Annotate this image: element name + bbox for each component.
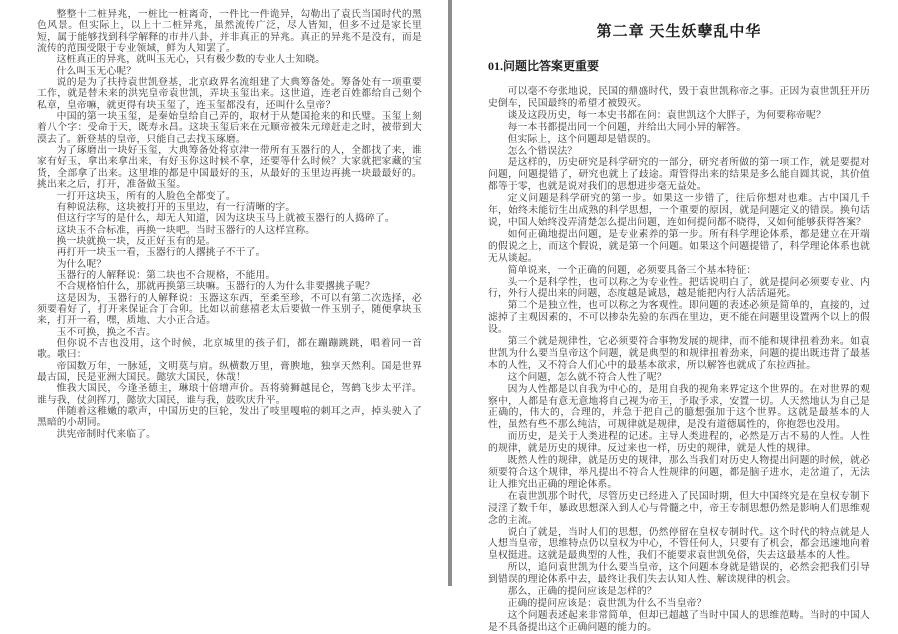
left-page: [0, 0, 448, 586]
right-page: [452, 0, 898, 633]
paragraph: 而历史，是关于人类进程的记述。主导人类进程的，必然是万古不易的人性。人性的规律，就是历史的规律。反过来也一样，历史的规律，就是人性的规律。: [488, 431, 870, 455]
paragraph: 既然人性的规律，就是历史的规律，那么当我们对历史人物提出问题的时候，就必须要符合这个规律，举凡提出不符合人性规律的问题，都是脑子进水，走岔道了，无法让人推究出正确的理论体系。: [488, 455, 870, 490]
paragraph: 每一本书都提出同一个问题，并给出大同小异的解答。: [507, 121, 747, 133]
paragraph: 但你说不吉也没用，这个时候，北京城里的孩子们，都在蹦蹦跳跳，唱着同一首歌。歌曰：: [37, 337, 422, 361]
paragraph: 但实际上，这个问题却是错误的。: [507, 133, 657, 145]
paragraph: 简单说来，一个正确的问题，必须要具备三个基本特征：: [507, 264, 757, 276]
paragraph: 谈及这段历史，每一本史书都在问：袁世凯这个大胖子，为何要称帝呢？: [507, 109, 826, 121]
paragraph: 正确的提问应该是：袁世凯为什么不当皇帝？: [507, 597, 707, 609]
paragraph: 可以毫不夸张地说，民国的鼎盛时代，毁于袁世凯称帝之事。正因为袁世凯狂开历史倒车，民国最终的希望才被毁灭。: [488, 86, 870, 109]
paragraph: 伴随着这稚嫩的歌声，中国历史的巨轮，发出了吱里嘎啦的刺耳之声，掉头驶入了黑暗的小胡同。: [37, 406, 422, 429]
paragraph: 第二个是独立性，也可以称之为客观性。即问题的表述必须是简单的，直接的，过滤掉了主观因素的，不可以掺杂先验的东西在里边，更不能在问题里设置两个以上的假设。: [488, 300, 870, 336]
paragraph: 那么，正确的提问应该是怎样的？: [507, 586, 657, 598]
paragraph: 在袁世凯那个时代，尽管历史已经进入了民国时期，但大中国终究是在皇权专制下浸淫了数千年，暴政思想深入到人心与骨髓之中，帝王专制思想仍然是影响人们思维观念的主流。: [488, 490, 870, 526]
paragraph: 这块玉不合标准，再换一块吧。当时玉器行的人这样宣称。: [56, 224, 316, 236]
paragraph: 为了琢磨出一块好玉玺，大典筹备处将京津一带所有玉器行的人，全都找了来，谁家有好玉，拿出来拿出来，有好玉你这时候不拿，还要等什么时候？大家就把家藏的宝货，全部拿了出来。这里堆的都是中国最好的玉，从最好的玉里边再挑一块最最好的。挑出来之后，打开，准备做玉玺。: [37, 145, 422, 191]
paragraph: 为什么呢？: [56, 258, 107, 270]
paragraph: 这个问题表述起来非常简单，但却已超越了当时中国人的思维范畴。当时的中国人是不具备提出这个正确问题的能力的。: [488, 609, 870, 633]
paragraph: 再打开一块玉一看，玉器行的人撂挑子不干了。: [56, 247, 266, 259]
paragraph: 怎么个错误法？: [507, 145, 578, 157]
chapter-title: 第二章 天生妖孽乱中华: [596, 24, 762, 40]
paragraph: 什么叫玉无心呢？: [56, 65, 137, 77]
paragraph: 是这样的，历史研究是科学研究的一部分，研究者所做的第一项工作，就是要提对问题，问题提错了，研究也就上了歧途。甭管得出来的结果是多么能自圆其说，其价值都等于零，也就是说对我们的思想进步毫无益处。: [488, 157, 870, 193]
paragraph: 头一个是科学性，也可以称之为专业性。把话说明白了，就是提问必须要专业、内行，外行人提出来的问题，态度越是诚恳，越是能把内行人活活逼死。: [488, 276, 870, 300]
paragraph: 这是因为，玉器行的人解释说：玉器这东西，至柔至珍，不可以有第二次选择，必须要看好了，打开来保证合丁合卯。比如以前慈禧老太后要做一件玉别子，随便拿块玉来，打开一看，嘿，质地、大小正合适。: [37, 292, 422, 327]
paragraph: 这个问题，怎么就不符合人性了呢？: [507, 371, 667, 383]
paragraph: 说白了就是，当时人们的思想，仍然停留在皇权专制时代。这个时代的特点就是人人想当皇帝，思维特点仍以皇权为中心，不管任何人，只要有了机会，都会迅速地向着皇权挺进。这就是最典型的人性，我们不能要求袁世凯免俗，失去这最基本的人性。: [488, 526, 870, 562]
paragraph: 说的是为了扶持袁世凯登基，北京政界名流组建了大典筹备处。筹备处有一项重要工作，就是替未来的洪宪皇帝袁世凯，弄块玉玺出来。这世道，连老百姓都给自己刻个私章，皇帝嘛，就更得有块玉玺了，连玉玺都没有，还叫什么皇帝？: [37, 77, 422, 111]
paragraph: 但这行字写的是什么，却无人知道，因为这块玉马上就被玉器行的人捣碎了。: [56, 213, 395, 225]
paragraph: 玉不可换，换之不吉。: [56, 326, 157, 338]
paragraph-song-verse: 帝国数万年，一脉延，文明莫与肩。纵横数万里，膏腴地，独享天然利。国是世界最古国，民是亚洲大国民。懿欤大国民，休哉！: [37, 360, 422, 383]
paragraph: 有种说法称，这块被打开的玉里边，有一行清晰的字。: [56, 201, 296, 213]
paragraph-song-verse: 惟我大国民，今逢圣德主，琳琅十倍增声价。吾将骑狮越昆仑，驾鹤飞步太平洋。谁与我，仗剑挥刀，懿欤大国民，谁与我，鼓吹庆升平。: [37, 383, 422, 406]
paragraph: 中国的第一块玉玺，是秦始皇给自己弄的，取材于从楚国抢来的和氏璧。玉玺上刻着八个字：受命于天，既寿永昌。这块玉玺后来在元顺帝被朱元璋赶走之时，被带到大漠去了。新登基的皇帝，只能自己去找玉琢磨。: [37, 111, 422, 145]
paragraph: 整整十二桩异兆，一桩比一桩离奇，一件比一件诡异，勾勒出了袁氏当国时代的黑色风景。但实际上，以上十二桩异兆，虽然流传广泛，尽人皆知，但多不过是家长里短，属于能够找到科学解释的市井八卦，并非真正的异兆。真正的异兆不是没有，而是流传的范围受限于专业领域，鲜为人知罢了。: [37, 9, 422, 55]
paragraph: 洪宪帝制时代来临了。: [56, 428, 157, 440]
paragraph: 玉器行的人解释说：第二块也不合规格，不能用。: [56, 269, 276, 281]
paragraph: 定义问题是科学研究的第一步。如果这一步错了，往后你想对也难。古中国几千年，始终未能衍生出成熟的科学思想，一个重要的原因，就是问题定义的错误。换句话说，中国人始终没弄清楚怎么提出问题，连如何提问都不晓得，又如何能够获得答案？: [488, 193, 870, 228]
paragraph: 换一块就换一块，反正好玉有的是。: [56, 235, 216, 247]
paragraph: 这桩真正的异兆，就叫玉无心，只有极少数的专业人士知晓。: [56, 54, 326, 66]
paragraph: 如何正确地提出问题，是专业素养的第一步。所有科学理论体系，都是建立在开端的假说之上，而这个假说，就是第一个问题。如果这个问题提错了，科学理论体系也就无从谈起。: [488, 228, 870, 264]
section-heading: 01.问题比答案更重要: [488, 59, 600, 73]
paragraph: 因为人性都是以自我为中心的，是用自我的视角来界定这个世界的。在对世界的观察中，人都是有意无意地将自己视为帝王，予取予求，安置一切。人天然地认为自己是正确的，伟大的，合理的，并急于把自己的臆想强加于这个世界。这就是最基本的人性，虽然有些不那么纯洁，可规律就是规律，是没有道德属性的，你抱怨也没用。: [488, 383, 870, 431]
paragraph: 不合规格怕什么，那就再换第三块嘛。玉器行的人为什么非要撂挑子呢？: [56, 281, 375, 293]
paragraph: 所以，追问袁世凯为什么要当皇帝，这个问题本身就是错误的，必然会把我们引导到错误的理论体系中去，最终让我们失去认知人性、解读规律的机会。: [488, 562, 870, 586]
paragraph: 第三个就是规律性，它必须要符合事物发展的规律，而不能和规律扭着劲来。如袁世凯为什么要当皇帝这个问题，就是典型的和规律扭着劲来，问题的提出既违背了最基本的人性，又不符合人们心中的最基本欲求，所以解答也就成了东拉西扯。: [488, 336, 870, 371]
paragraph: 一打开这块玉，所有的人脸色全都变了。: [56, 190, 236, 202]
